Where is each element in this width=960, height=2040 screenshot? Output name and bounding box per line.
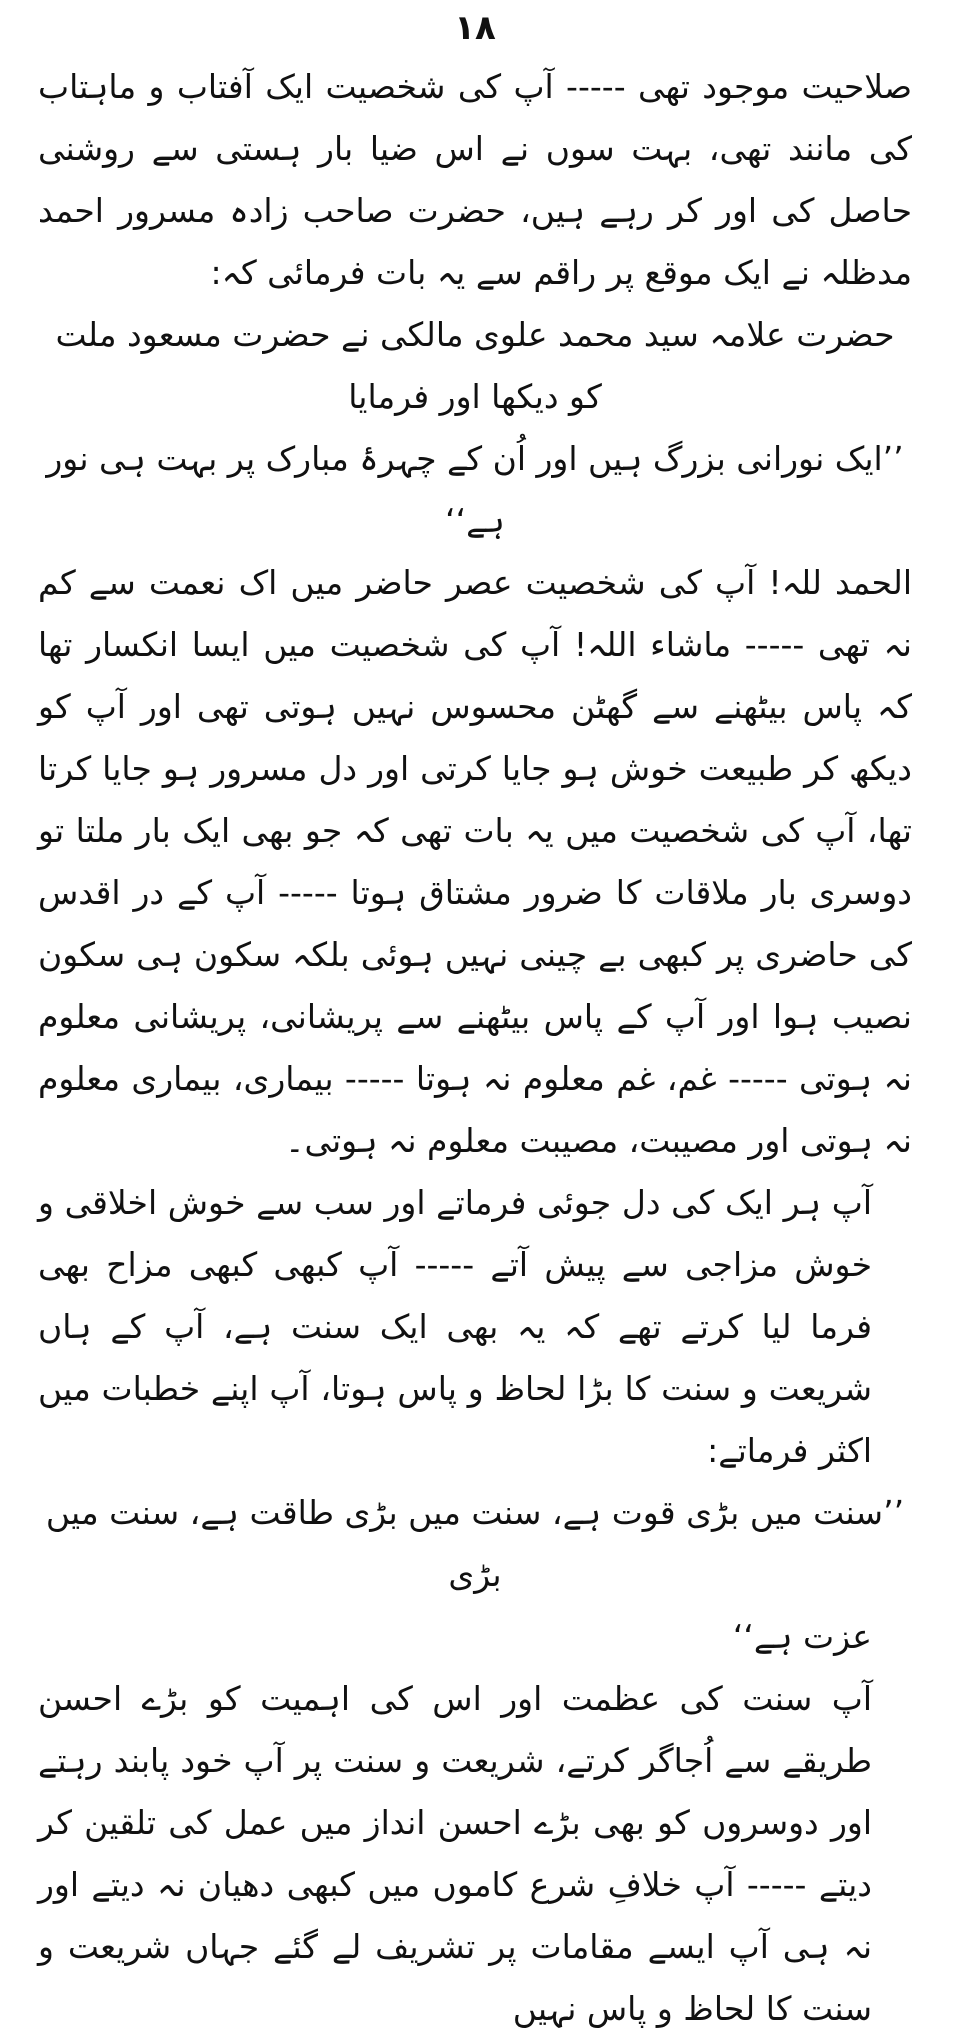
page-body xyxy=(38,56,912,2040)
paragraph-sunnah-quote: ’’سنت میں بڑی قوت ہے، سنت میں بڑی طاقت ہے، سنت میں بڑی xyxy=(45,1493,905,1594)
paragraph-sunnah-greatness: آپ سنت کی عظمت اور اس کی اہمیت کو بڑے احسن طریقے سے اُجاگر کرتے، شریعت و سنت پر آپ خود پابند رہتے اور دوسروں کو بھی بڑے احسن انداز میں عمل کی تلقین کر دیتے ----- آپ خلافِ شرع کاموں میں کبھی دھیان نہ دیتے اور نہ ہی آپ ایسے مقامات پر تشریف لے گئے جہاں شریعت و سنت کا لحاظ و پاس نہیں xyxy=(38,1679,872,2028)
paragraph-personality: الحمد للہ! آپ کی شخصیت عصر حاضر میں اک نعمت سے کم نہ تھی ----- ماشاء اللہ! آپ کی شخصیت میں ایسا انکسار تھا کہ پاس بیٹھنے سے گھٹن محسوس نہیں ہوتی تھی اور آپ کو دیکھ کر طبیعت خوش ہو جایا کرتی اور دل مسرور ہو جایا کرتا تھا، آپ کی شخصیت میں یہ بات تھی کہ جو بھی ایک بار ملتا تو دوسری بار ملاقات کا ضرور مشتاق ہوتا ----- آپ کے در اقدس کی حاضری پر کبھی بے چینی نہیں ہوئی بلکہ سکون ہی سکون نصیب ہوا اور آپ کے پاس بیٹھنے سے پریشانی، پریشانی معلوم نہ ہوتی ----- غم، غم معلوم نہ ہوتا ----- بیماری، بیماری معلوم نہ ہوتی اور مصیبت، مصیبت معلوم نہ ہوتی۔ xyxy=(38,563,912,1160)
paragraph-sunnah-quote-end: عزت ہے‘‘ xyxy=(732,1617,872,1656)
paragraph-allama-quote: ’’ایک نورانی بزرگ ہیں اور اُن کے چہرۂ مبارک پر بہت ہی نور ہے‘‘ xyxy=(46,439,904,540)
page-number: ۱۸ xyxy=(454,8,496,48)
paragraph-manners: آپ ہر ایک کی دل جوئی فرماتے اور سب سے خوش اخلاقی و خوش مزاجی سے پیش آتے ----- آپ کبھی کبھی مزاح بھی فرما لیا کرتے تھے کہ یہ بھی ایک سنت ہے، آپ کے ہاں شریعت و سنت کا بڑا لحاظ و پاس ہوتا، آپ اپنے خطبات میں اکثر فرماتے: xyxy=(38,1183,872,1470)
paragraph-intro: صلاحیت موجود تھی ----- آپ کی شخصیت ایک آفتاب و ماہتاب کی مانند تھی، بہت سوں نے اس ضیا بار ہستی سے روشنی حاصل کی اور کر رہے ہیں، حضرت صاحب زادہ مسرور احمد مدظلہ نے ایک موقع پر راقم سے یہ بات فرمائی کہ: xyxy=(38,67,912,292)
paragraph-allama-quote-intro: حضرت علامہ سید محمد علوی مالکی نے حضرت مسعود ملت کو دیکھا اور فرمایا xyxy=(55,315,895,416)
